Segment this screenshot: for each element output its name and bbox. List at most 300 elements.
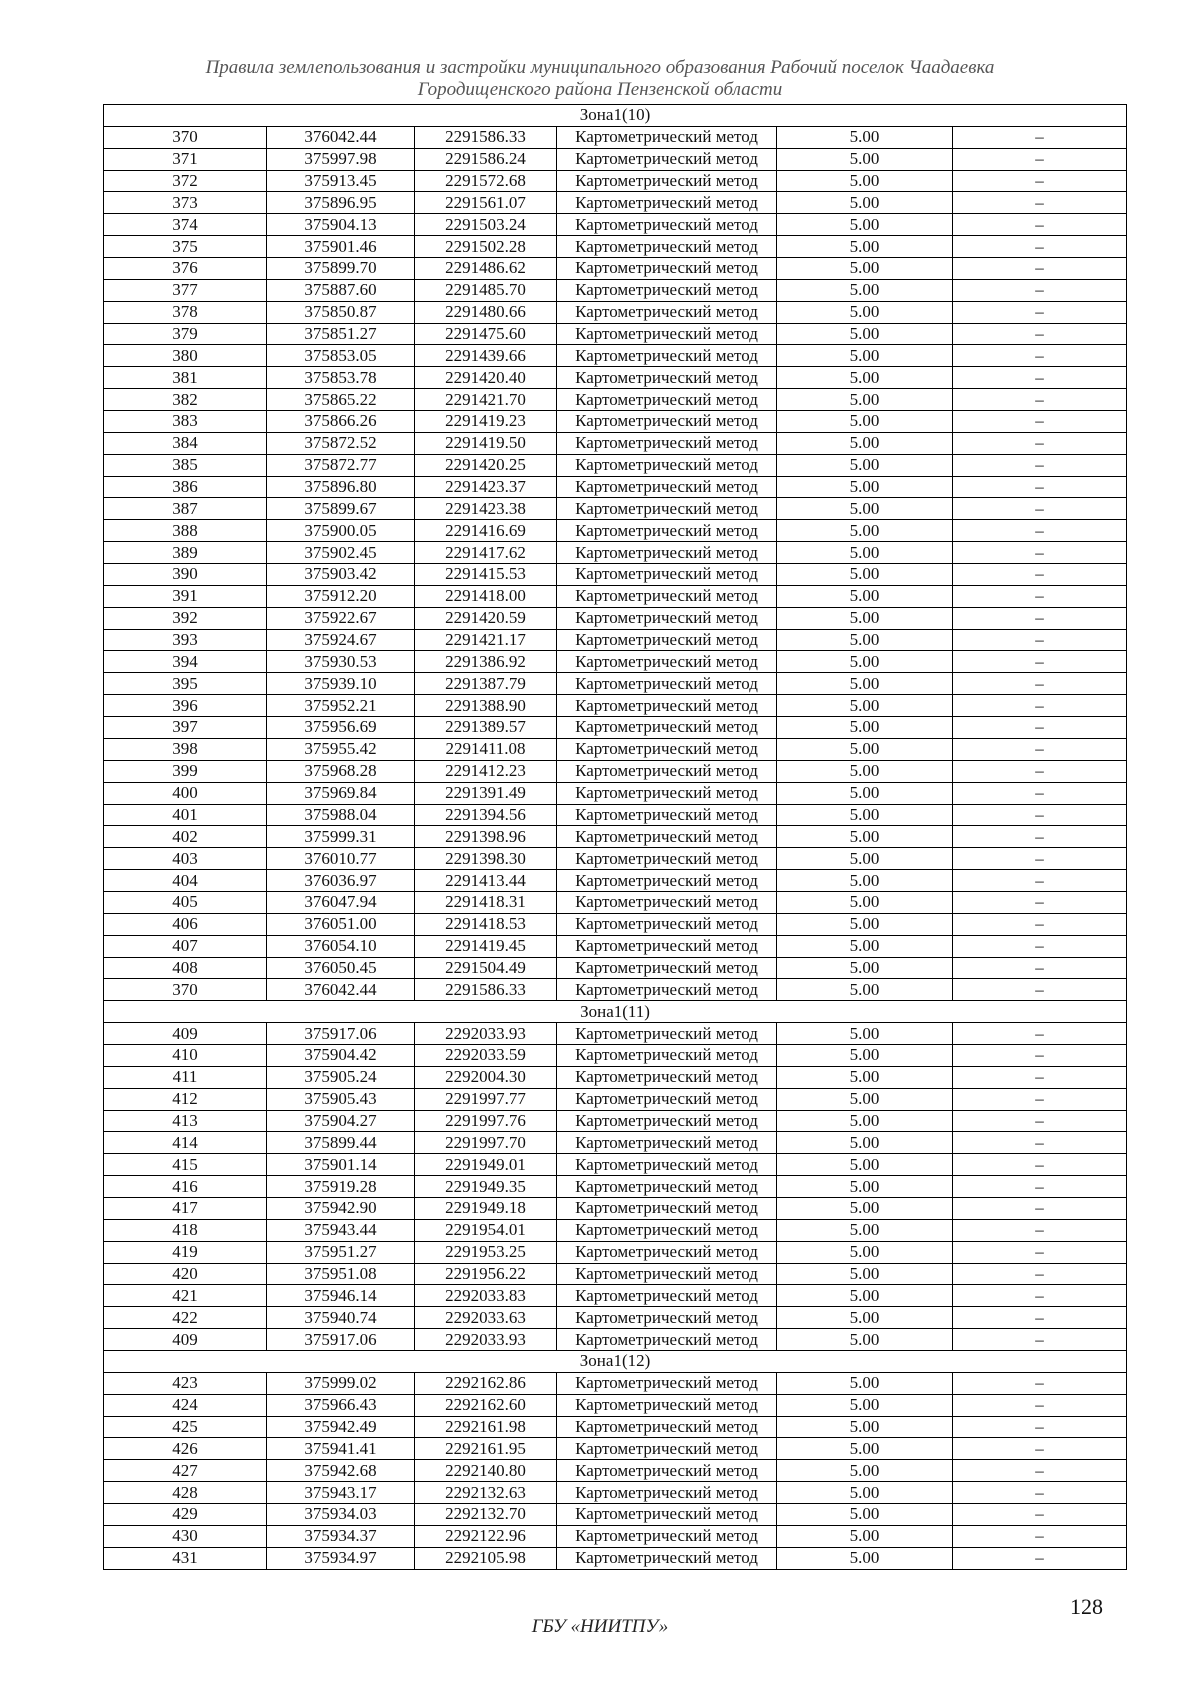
point-number-cell: 431	[104, 1547, 267, 1569]
table-row	[104, 717, 1127, 739]
method-cell: Картометрический метод	[557, 389, 777, 411]
method-cell: Картометрический метод	[557, 236, 777, 258]
y-coordinate-cell: 2291418.31	[415, 891, 557, 913]
method-cell: Картометрический метод	[557, 629, 777, 651]
x-coordinate-cell: 375904.27	[267, 1110, 415, 1132]
method-cell: Картометрический метод	[557, 1197, 777, 1219]
x-coordinate-cell: 375903.42	[267, 564, 415, 586]
accuracy-cell: 5.00	[777, 236, 953, 258]
point-number-cell: 420	[104, 1263, 267, 1285]
y-coordinate-cell: 2291561.07	[415, 192, 557, 214]
x-coordinate-cell: 375952.21	[267, 695, 415, 717]
y-coordinate-cell: 2291418.53	[415, 913, 557, 935]
method-cell: Картометрический метод	[557, 1154, 777, 1176]
point-number-cell: 401	[104, 804, 267, 826]
table-row	[104, 935, 1127, 957]
x-coordinate-cell: 376047.94	[267, 891, 415, 913]
point-number-cell: 377	[104, 279, 267, 301]
method-cell: Картометрический метод	[557, 935, 777, 957]
point-number-cell: 372	[104, 170, 267, 192]
point-number-cell: 397	[104, 717, 267, 739]
x-coordinate-cell: 375904.42	[267, 1044, 415, 1066]
accuracy-cell: 5.00	[777, 585, 953, 607]
note-cell: –	[953, 148, 1127, 170]
y-coordinate-cell: 2291421.17	[415, 629, 557, 651]
x-coordinate-cell: 375901.46	[267, 236, 415, 258]
table-row	[104, 1547, 1127, 1569]
accuracy-cell: 5.00	[777, 498, 953, 520]
point-number-cell: 423	[104, 1372, 267, 1394]
header-line-1: Правила землепользования и застройки муниципального образования Рабочий поселок Чаадаевка	[205, 57, 995, 78]
table-row	[104, 498, 1127, 520]
x-coordinate-cell: 375942.68	[267, 1460, 415, 1482]
note-cell: –	[953, 1307, 1127, 1329]
accuracy-cell: 5.00	[777, 782, 953, 804]
accuracy-cell: 5.00	[777, 301, 953, 323]
table-row	[104, 1372, 1127, 1394]
note-cell: –	[953, 170, 1127, 192]
x-coordinate-cell: 375905.24	[267, 1066, 415, 1088]
y-coordinate-cell: 2291486.62	[415, 258, 557, 280]
y-coordinate-cell: 2291419.45	[415, 935, 557, 957]
point-number-cell: 417	[104, 1197, 267, 1219]
accuracy-cell: 5.00	[777, 1088, 953, 1110]
x-coordinate-cell: 376051.00	[267, 913, 415, 935]
accuracy-cell: 5.00	[777, 411, 953, 433]
y-coordinate-cell: 2291475.60	[415, 323, 557, 345]
note-cell: –	[953, 1285, 1127, 1307]
table-row	[104, 913, 1127, 935]
x-coordinate-cell: 375899.44	[267, 1132, 415, 1154]
y-coordinate-cell: 2292132.70	[415, 1504, 557, 1526]
method-cell: Картометрический метод	[557, 498, 777, 520]
point-number-cell: 406	[104, 913, 267, 935]
table-row	[104, 1416, 1127, 1438]
y-coordinate-cell: 2291398.30	[415, 848, 557, 870]
table-row	[104, 214, 1127, 236]
point-number-cell: 390	[104, 564, 267, 586]
accuracy-cell: 5.00	[777, 1197, 953, 1219]
note-cell: –	[953, 979, 1127, 1001]
point-number-cell: 387	[104, 498, 267, 520]
accuracy-cell: 5.00	[777, 432, 953, 454]
x-coordinate-cell: 375850.87	[267, 301, 415, 323]
y-coordinate-cell: 2291416.69	[415, 520, 557, 542]
zone-header-row	[104, 105, 1127, 127]
method-cell: Картометрический метод	[557, 170, 777, 192]
method-cell: Картометрический метод	[557, 651, 777, 673]
accuracy-cell: 5.00	[777, 1176, 953, 1198]
point-number-cell: 418	[104, 1219, 267, 1241]
x-coordinate-cell: 375942.49	[267, 1416, 415, 1438]
method-cell: Картометрический метод	[557, 607, 777, 629]
method-cell: Картометрический метод	[557, 1132, 777, 1154]
method-cell: Картометрический метод	[557, 891, 777, 913]
point-number-cell: 430	[104, 1525, 267, 1547]
x-coordinate-cell: 375902.45	[267, 542, 415, 564]
note-cell: –	[953, 301, 1127, 323]
table-row	[104, 848, 1127, 870]
point-number-cell: 383	[104, 411, 267, 433]
method-cell: Картометрический метод	[557, 1329, 777, 1351]
accuracy-cell: 5.00	[777, 1132, 953, 1154]
x-coordinate-cell: 375939.10	[267, 673, 415, 695]
x-coordinate-cell: 376010.77	[267, 848, 415, 870]
table-row	[104, 1460, 1127, 1482]
method-cell: Картометрический метод	[557, 564, 777, 586]
accuracy-cell: 5.00	[777, 979, 953, 1001]
note-cell: –	[953, 192, 1127, 214]
note-cell: –	[953, 1394, 1127, 1416]
y-coordinate-cell: 2291949.01	[415, 1154, 557, 1176]
y-coordinate-cell: 2292033.63	[415, 1307, 557, 1329]
method-cell: Картометрический метод	[557, 367, 777, 389]
table-row	[104, 782, 1127, 804]
accuracy-cell: 5.00	[777, 673, 953, 695]
table-row	[104, 1176, 1127, 1198]
point-number-cell: 399	[104, 760, 267, 782]
note-cell: –	[953, 1460, 1127, 1482]
point-number-cell: 413	[104, 1110, 267, 1132]
accuracy-cell: 5.00	[777, 520, 953, 542]
note-cell: –	[953, 345, 1127, 367]
method-cell: Картометрический метод	[557, 848, 777, 870]
point-number-cell: 405	[104, 891, 267, 913]
accuracy-cell: 5.00	[777, 1329, 953, 1351]
y-coordinate-cell: 2291997.76	[415, 1110, 557, 1132]
note-cell: –	[953, 1066, 1127, 1088]
x-coordinate-cell: 376050.45	[267, 957, 415, 979]
accuracy-cell: 5.00	[777, 1219, 953, 1241]
method-cell: Картометрический метод	[557, 1066, 777, 1088]
y-coordinate-cell: 2291586.33	[415, 979, 557, 1001]
note-cell: –	[953, 236, 1127, 258]
method-cell: Картометрический метод	[557, 1547, 777, 1569]
table-row	[104, 695, 1127, 717]
y-coordinate-cell: 2292105.98	[415, 1547, 557, 1569]
note-cell: –	[953, 738, 1127, 760]
point-number-cell: 375	[104, 236, 267, 258]
method-cell: Картометрический метод	[557, 323, 777, 345]
accuracy-cell: 5.00	[777, 1504, 953, 1526]
method-cell: Картометрический метод	[557, 301, 777, 323]
x-coordinate-cell: 375946.14	[267, 1285, 415, 1307]
note-cell: –	[953, 411, 1127, 433]
y-coordinate-cell: 2292140.80	[415, 1460, 557, 1482]
method-cell: Картометрический метод	[557, 1372, 777, 1394]
x-coordinate-cell: 375865.22	[267, 389, 415, 411]
point-number-cell: 409	[104, 1023, 267, 1045]
method-cell: Картометрический метод	[557, 345, 777, 367]
method-cell: Картометрический метод	[557, 913, 777, 935]
accuracy-cell: 5.00	[777, 1416, 953, 1438]
table-row	[104, 651, 1127, 673]
note-cell: –	[953, 1197, 1127, 1219]
y-coordinate-cell: 2291485.70	[415, 279, 557, 301]
table-row	[104, 979, 1127, 1001]
table-row	[104, 148, 1127, 170]
accuracy-cell: 5.00	[777, 279, 953, 301]
method-cell: Картометрический метод	[557, 1504, 777, 1526]
y-coordinate-cell: 2291480.66	[415, 301, 557, 323]
table-row	[104, 1285, 1127, 1307]
x-coordinate-cell: 375943.17	[267, 1482, 415, 1504]
accuracy-cell: 5.00	[777, 476, 953, 498]
note-cell: –	[953, 279, 1127, 301]
y-coordinate-cell: 2291997.70	[415, 1132, 557, 1154]
note-cell: –	[953, 891, 1127, 913]
point-number-cell: 429	[104, 1504, 267, 1526]
point-number-cell: 428	[104, 1482, 267, 1504]
header-line-2: Городищенского района Пензенской области	[417, 79, 783, 100]
point-number-cell: 404	[104, 870, 267, 892]
x-coordinate-cell: 375904.13	[267, 214, 415, 236]
table-row	[104, 1066, 1127, 1088]
method-cell: Картометрический метод	[557, 979, 777, 1001]
x-coordinate-cell: 375930.53	[267, 651, 415, 673]
table-row	[104, 411, 1127, 433]
method-cell: Картометрический метод	[557, 782, 777, 804]
table-row	[104, 826, 1127, 848]
table-row	[104, 345, 1127, 367]
note-cell: –	[953, 1329, 1127, 1351]
y-coordinate-cell: 2291415.53	[415, 564, 557, 586]
y-coordinate-cell: 2291418.00	[415, 585, 557, 607]
method-cell: Картометрический метод	[557, 411, 777, 433]
note-cell: –	[953, 1241, 1127, 1263]
accuracy-cell: 5.00	[777, 738, 953, 760]
table-row	[104, 673, 1127, 695]
accuracy-cell: 5.00	[777, 1044, 953, 1066]
point-number-cell: 370	[104, 126, 267, 148]
table-row	[104, 1504, 1127, 1526]
note-cell: –	[953, 695, 1127, 717]
point-number-cell: 371	[104, 148, 267, 170]
point-number-cell: 380	[104, 345, 267, 367]
accuracy-cell: 5.00	[777, 1263, 953, 1285]
point-number-cell: 426	[104, 1438, 267, 1460]
accuracy-cell: 5.00	[777, 1525, 953, 1547]
x-coordinate-cell: 375940.74	[267, 1307, 415, 1329]
method-cell: Картометрический метод	[557, 738, 777, 760]
table-row	[104, 301, 1127, 323]
method-cell: Картометрический метод	[557, 214, 777, 236]
x-coordinate-cell: 375900.05	[267, 520, 415, 542]
point-number-cell: 385	[104, 454, 267, 476]
note-cell: –	[953, 454, 1127, 476]
x-coordinate-cell: 376054.10	[267, 935, 415, 957]
note-cell: –	[953, 651, 1127, 673]
x-coordinate-cell: 375853.05	[267, 345, 415, 367]
point-number-cell: 403	[104, 848, 267, 870]
method-cell: Картометрический метод	[557, 192, 777, 214]
accuracy-cell: 5.00	[777, 607, 953, 629]
note-cell: –	[953, 1504, 1127, 1526]
method-cell: Картометрический метод	[557, 520, 777, 542]
accuracy-cell: 5.00	[777, 804, 953, 826]
table-row	[104, 192, 1127, 214]
point-number-cell: 381	[104, 367, 267, 389]
table-row	[104, 804, 1127, 826]
note-cell: –	[953, 476, 1127, 498]
point-number-cell: 386	[104, 476, 267, 498]
point-number-cell: 419	[104, 1241, 267, 1263]
y-coordinate-cell: 2292004.30	[415, 1066, 557, 1088]
x-coordinate-cell: 375922.67	[267, 607, 415, 629]
x-coordinate-cell: 375899.67	[267, 498, 415, 520]
note-cell: –	[953, 1023, 1127, 1045]
y-coordinate-cell: 2291419.50	[415, 432, 557, 454]
y-coordinate-cell: 2292033.93	[415, 1023, 557, 1045]
page-footer: ГБУ «НИИТПУ»	[531, 1616, 669, 1637]
point-number-cell: 402	[104, 826, 267, 848]
accuracy-cell: 5.00	[777, 826, 953, 848]
accuracy-cell: 5.00	[777, 126, 953, 148]
method-cell: Картометрический метод	[557, 148, 777, 170]
accuracy-cell: 5.00	[777, 542, 953, 564]
table-row	[104, 1219, 1127, 1241]
accuracy-cell: 5.00	[777, 629, 953, 651]
method-cell: Картометрический метод	[557, 1263, 777, 1285]
x-coordinate-cell: 375934.97	[267, 1547, 415, 1569]
x-coordinate-cell: 375872.52	[267, 432, 415, 454]
y-coordinate-cell: 2292122.96	[415, 1525, 557, 1547]
x-coordinate-cell: 375943.44	[267, 1219, 415, 1241]
x-coordinate-cell: 376036.97	[267, 870, 415, 892]
note-cell: –	[953, 1482, 1127, 1504]
table-row	[104, 1023, 1127, 1045]
table-row	[104, 1154, 1127, 1176]
accuracy-cell: 5.00	[777, 913, 953, 935]
method-cell: Картометрический метод	[557, 1416, 777, 1438]
note-cell: –	[953, 564, 1127, 586]
note-cell: –	[953, 935, 1127, 957]
accuracy-cell: 5.00	[777, 323, 953, 345]
accuracy-cell: 5.00	[777, 1394, 953, 1416]
y-coordinate-cell: 2291956.22	[415, 1263, 557, 1285]
y-coordinate-cell: 2291417.62	[415, 542, 557, 564]
coordinates-table-body	[104, 105, 1127, 1570]
table-row	[104, 476, 1127, 498]
x-coordinate-cell: 375999.31	[267, 826, 415, 848]
y-coordinate-cell: 2291572.68	[415, 170, 557, 192]
table-row	[104, 258, 1127, 280]
x-coordinate-cell: 375896.95	[267, 192, 415, 214]
accuracy-cell: 5.00	[777, 891, 953, 913]
table-row	[104, 1394, 1127, 1416]
note-cell: –	[953, 1176, 1127, 1198]
accuracy-cell: 5.00	[777, 148, 953, 170]
accuracy-cell: 5.00	[777, 345, 953, 367]
point-number-cell: 410	[104, 1044, 267, 1066]
method-cell: Картометрический метод	[557, 957, 777, 979]
y-coordinate-cell: 2291586.24	[415, 148, 557, 170]
point-number-cell: 389	[104, 542, 267, 564]
method-cell: Картометрический метод	[557, 126, 777, 148]
method-cell: Картометрический метод	[557, 1176, 777, 1198]
table-row	[104, 760, 1127, 782]
table-row	[104, 279, 1127, 301]
y-coordinate-cell: 2292161.95	[415, 1438, 557, 1460]
table-row	[104, 323, 1127, 345]
table-row	[104, 542, 1127, 564]
x-coordinate-cell: 375924.67	[267, 629, 415, 651]
table-row	[104, 1110, 1127, 1132]
y-coordinate-cell: 2291503.24	[415, 214, 557, 236]
y-coordinate-cell: 2291504.49	[415, 957, 557, 979]
zone-title: Зона1(12)	[104, 1350, 1127, 1372]
accuracy-cell: 5.00	[777, 717, 953, 739]
note-cell: –	[953, 1263, 1127, 1285]
accuracy-cell: 5.00	[777, 1110, 953, 1132]
accuracy-cell: 5.00	[777, 454, 953, 476]
accuracy-cell: 5.00	[777, 367, 953, 389]
x-coordinate-cell: 375956.69	[267, 717, 415, 739]
note-cell: –	[953, 432, 1127, 454]
method-cell: Картометрический метод	[557, 1241, 777, 1263]
note-cell: –	[953, 389, 1127, 411]
method-cell: Картометрический метод	[557, 1438, 777, 1460]
point-number-cell: 395	[104, 673, 267, 695]
method-cell: Картометрический метод	[557, 1525, 777, 1547]
y-coordinate-cell: 2291413.44	[415, 870, 557, 892]
note-cell: –	[953, 585, 1127, 607]
x-coordinate-cell: 375887.60	[267, 279, 415, 301]
x-coordinate-cell: 375999.02	[267, 1372, 415, 1394]
method-cell: Картометрический метод	[557, 585, 777, 607]
method-cell: Картометрический метод	[557, 476, 777, 498]
point-number-cell: 408	[104, 957, 267, 979]
x-coordinate-cell: 375951.08	[267, 1263, 415, 1285]
table-row	[104, 1482, 1127, 1504]
x-coordinate-cell: 375934.37	[267, 1525, 415, 1547]
x-coordinate-cell: 375899.70	[267, 258, 415, 280]
point-number-cell: 378	[104, 301, 267, 323]
accuracy-cell: 5.00	[777, 389, 953, 411]
point-number-cell: 422	[104, 1307, 267, 1329]
y-coordinate-cell: 2291954.01	[415, 1219, 557, 1241]
note-cell: –	[953, 214, 1127, 236]
note-cell: –	[953, 126, 1127, 148]
note-cell: –	[953, 1154, 1127, 1176]
note-cell: –	[953, 1044, 1127, 1066]
x-coordinate-cell: 375872.77	[267, 454, 415, 476]
y-coordinate-cell: 2291420.40	[415, 367, 557, 389]
note-cell: –	[953, 782, 1127, 804]
method-cell: Картометрический метод	[557, 542, 777, 564]
y-coordinate-cell: 2291949.18	[415, 1197, 557, 1219]
y-coordinate-cell: 2291391.49	[415, 782, 557, 804]
point-number-cell: 424	[104, 1394, 267, 1416]
note-cell: –	[953, 607, 1127, 629]
page-number: 128	[1070, 1594, 1103, 1619]
table-row	[104, 564, 1127, 586]
point-number-cell: 416	[104, 1176, 267, 1198]
point-number-cell: 373	[104, 192, 267, 214]
point-number-cell: 394	[104, 651, 267, 673]
x-coordinate-cell: 375988.04	[267, 804, 415, 826]
point-number-cell: 425	[104, 1416, 267, 1438]
accuracy-cell: 5.00	[777, 1547, 953, 1569]
table-row	[104, 126, 1127, 148]
y-coordinate-cell: 2292033.59	[415, 1044, 557, 1066]
point-number-cell: 427	[104, 1460, 267, 1482]
x-coordinate-cell: 375917.06	[267, 1023, 415, 1045]
x-coordinate-cell: 375912.20	[267, 585, 415, 607]
y-coordinate-cell: 2291953.25	[415, 1241, 557, 1263]
note-cell: –	[953, 323, 1127, 345]
table-row	[104, 1329, 1127, 1351]
